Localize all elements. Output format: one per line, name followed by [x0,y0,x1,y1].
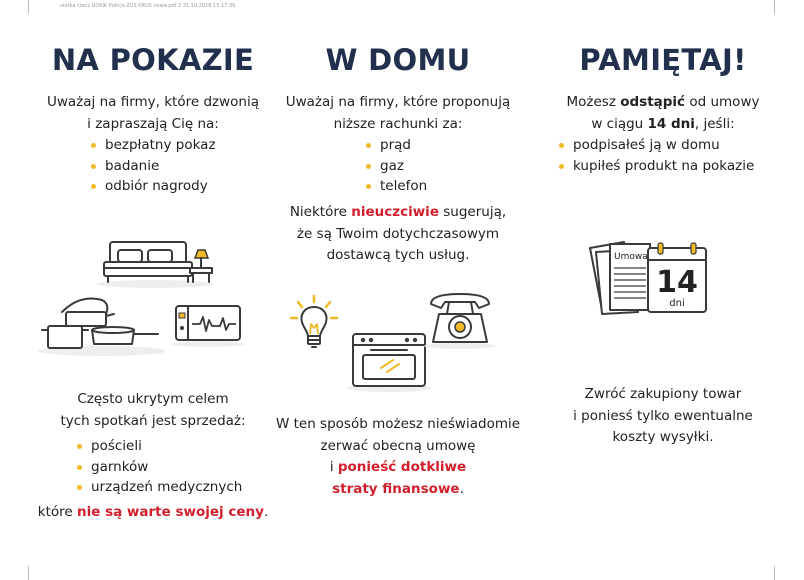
bills-list [364,135,427,197]
list-item: gaz [364,156,427,177]
list-item: urządzeń medycznych [75,477,242,498]
list-item: telefon [364,176,427,197]
intro-text [268,92,528,135]
list-item: pościeli [75,436,242,457]
note-line: dostawcą tych usług. [326,247,470,263]
oven-icon [349,330,429,392]
list-item: kupiłeś produkt na pokazie [557,156,754,177]
intro-text [23,92,283,135]
return-line: i poniesś tylko ewentualne [573,407,753,424]
lamp-icon [188,248,214,284]
print-header: ulotka rzecz UOKiK Policja ZUS KRUS nowa.pdf 2 31.10.2018 15:17:36 [60,3,236,9]
warning-text: które nie są warte swojej ceny. [37,504,269,520]
list-item: garnków [75,457,242,478]
intro-text [533,92,793,135]
note-text [268,202,528,267]
warning-line: zerwać obecną umowę [320,437,476,454]
list-item: podpisałeś ją w domu [557,135,754,156]
calendar-unit: dni [669,298,685,309]
warning-text [268,414,528,500]
column-title: W DOMU [325,43,471,77]
sales-list [75,436,242,498]
sales-line: Często ukrytym celem [77,391,229,407]
intro-line: Uważaj na firmy, które dzwonią [46,94,259,110]
column-na-pokazie [23,0,283,580]
column-title: NA POKAZIE [51,43,255,77]
telephone-icon [425,290,495,350]
sales-line: tych spotkań jest sprzedaż: [60,412,246,429]
column-title: PAMIĘTAJ! [579,43,747,77]
note-line: że są Twoim dotychczasowym [296,225,500,242]
pots-icon [40,292,164,356]
medical-device-icon [174,304,244,348]
intro-line: Uważaj na firmy, które proponują [285,94,511,110]
list-item: badanie [89,156,216,177]
return-line: Zwróć zakupiony towar [584,386,742,402]
intro-line: Możesz odstąpić od umowy [566,94,760,110]
list-item: odbiór nagrody [89,176,216,197]
intro-line: w ciągu 14 dni, jeśli: [591,115,735,132]
conditions-list [557,135,754,176]
note-line: Niektóre nieuczciwie sugerują, [289,204,507,220]
list-item: prąd [364,135,427,156]
intro-line: niższe rachunki za: [333,115,463,132]
list-item: bezpłatny pokaz [89,135,216,156]
intro-line: i zapraszają Cię na: [87,115,219,132]
warning-line: W ten sposób możesz nieświadomie [275,416,521,432]
calendar-icon [644,240,712,316]
lightbulb-icon [288,294,340,354]
warning-line: i ponieść dotkliwe [329,459,467,475]
event-list [89,135,216,197]
return-line: koszty wysyłki. [612,429,714,445]
warning-line: straty finansowe. [332,480,464,497]
calendar-number: 14 [656,265,698,300]
return-text [533,384,793,449]
sales-text [23,389,283,432]
contract-label: Umowa [614,252,648,262]
